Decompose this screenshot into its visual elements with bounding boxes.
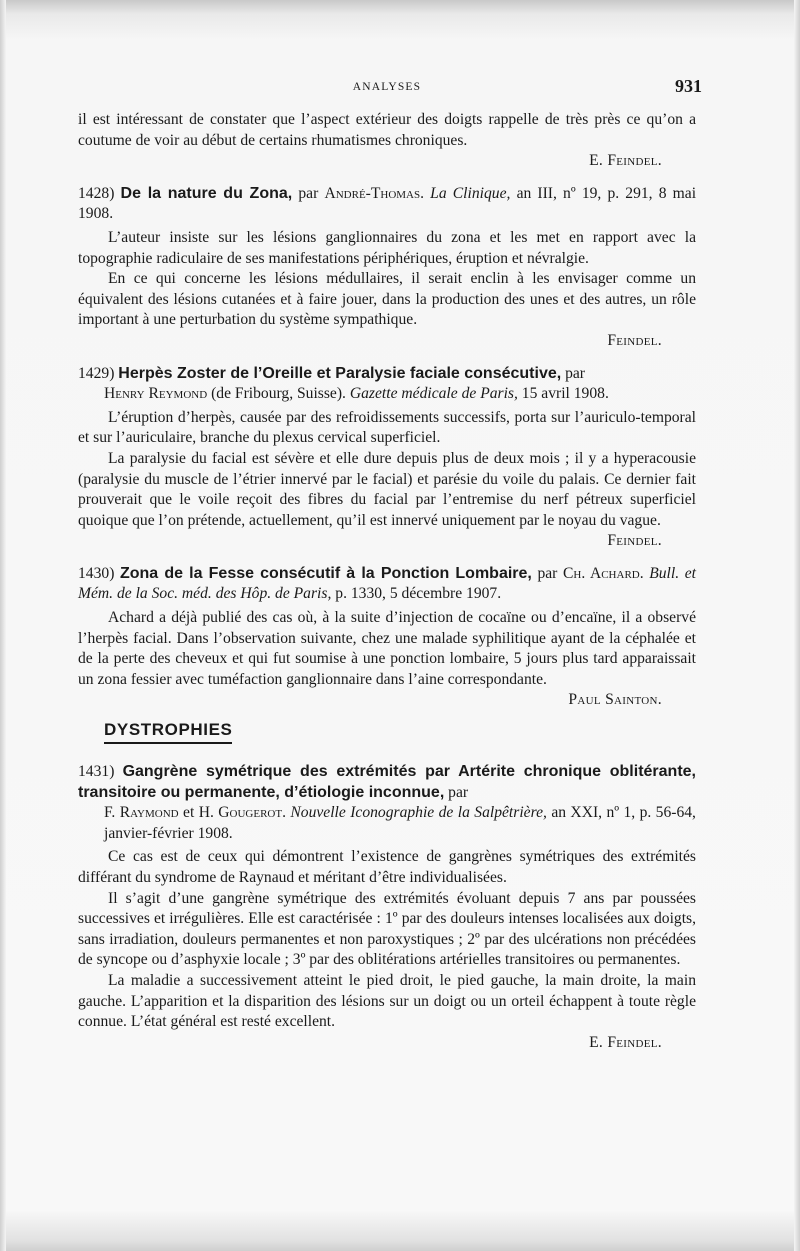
entry-journal: Bull. et Mém. de la Soc. méd. des Hôp. de Paris, bbox=[78, 564, 696, 603]
entry-author: Henry Reymond bbox=[104, 385, 208, 403]
entry-author: André-Thomas. bbox=[324, 184, 425, 202]
entry-paragraph: Il s’agit d’une gangrène symétrique des extrémités évoluant depuis 7 ans par poussées successives et irrégulières. Elle est caractérisée : 1º par des douleurs intenses localisées aux doigts, sans irradiation, douleurs permanentes et non paroxystiques ; 2º par des ulcérations non précédées de syncope ou d’asphyxie locale ; 3º par des oblitérations artérielles transitoires ou permanentes. bbox=[78, 889, 696, 969]
running-head bbox=[78, 76, 702, 98]
entry-heading bbox=[78, 364, 696, 405]
reference-details: an XXI, nº 1, p. 56-64, janvier-février 1908. bbox=[104, 804, 696, 842]
entry-reference bbox=[78, 803, 696, 844]
reference-lead: par bbox=[537, 564, 558, 582]
reference-lead: par bbox=[298, 184, 319, 202]
carryover-signature: E. Feindel. bbox=[589, 152, 662, 170]
entry-author: Ch. Achard. bbox=[562, 564, 644, 582]
entry-signature: E. Feindel. bbox=[589, 1033, 662, 1051]
page-body bbox=[78, 110, 696, 1053]
entry-heading bbox=[78, 564, 696, 605]
entry-reference bbox=[78, 384, 696, 405]
carryover-paragraph: il est intéressant de constater que l’aspect extérieur des doigts rappelle de très près ce qu’on a coutume de voir au début de certains rhumatismes chroniques. bbox=[78, 111, 696, 149]
entry-author: F. Raymond bbox=[104, 804, 179, 822]
running-title: ANALYSES bbox=[352, 81, 422, 93]
entry-paragraph: L’auteur insiste sur les lésions ganglionnaires du zona et les met en rapport avec la topographie radiculaire de ses manifestations périphériques, éruption et névralgie. bbox=[78, 228, 696, 267]
reference-conjunction: et bbox=[183, 804, 195, 822]
entry-number: 1431) bbox=[78, 763, 115, 781]
entry-title: Herpès Zoster de l’Oreille et Paralysie faciale consécutive, bbox=[118, 364, 562, 382]
entry-title: Gangrène symétrique des extrémités par Artérite chronique oblitérante, transitoire ou permanente, d’étiologie inconnue, bbox=[78, 763, 696, 801]
reference-details: an III, nº 19, p. 291, 8 mai 1908. bbox=[78, 184, 697, 223]
entry-paragraph bbox=[78, 608, 696, 709]
entry-paragraph: En ce qui concerne les lésions médullaires, il serait enclin à les envisager comme un équivalent des lésions cutanées et à faire jouer, dans la production des unes et des autres, un rôle important à une perturbation du système sympathique. bbox=[78, 270, 696, 329]
reference-details: p. 1330, 5 décembre 1907. bbox=[335, 585, 502, 603]
reference-affiliation: (de Fribourg, Suisse). bbox=[211, 385, 346, 403]
page-number: 931 bbox=[675, 76, 702, 96]
entry-paragraph: La maladie a successivement atteint le pied droit, le pied gauche, la main droite, la main gauche. L’apparition et la disparition des lésions sur un doigt ou un orteil échappent à toute règle connue. L’état général est resté excellent. bbox=[78, 971, 696, 1031]
entry-paragraph: La paralysie du facial est sévère et elle dure depuis plus de deux mois ; il y a hyperacousie (paralysie du muscle de l’étrier innervé par le facial) et parésie du voile du palais. Ce dernier fait prouverait que le voile reçoit des fibres du facial par l’entremise du nerf pétreux superficiel quoique que l’on prétende, actuellement, qu’il est innervé uniquement par le noyau du vague. bbox=[78, 449, 696, 529]
entry-coauthor: H. Gougerot. bbox=[198, 804, 286, 822]
entry-journal: Nouvelle Iconographie de la Salpêtrière, bbox=[290, 804, 547, 822]
entry-number: 1429) bbox=[78, 364, 115, 382]
entry-number: 1430) bbox=[78, 564, 115, 582]
entry-title: Zona de la Fesse consécutif à la Ponction Lombaire, bbox=[119, 564, 532, 582]
entry-heading bbox=[78, 762, 696, 844]
page-edge-left bbox=[0, 0, 6, 1251]
entry-paragraph: Ce cas est de ceux qui démontrent l’existence de gangrènes symétriques des extrémités différant du syndrome de Raynaud et méritant d’être individualisées. bbox=[78, 848, 696, 886]
entry-signature: Feindel. bbox=[607, 331, 662, 349]
entry-journal: Gazette médicale de Paris, bbox=[349, 385, 518, 403]
entry-journal: La Clinique, bbox=[430, 184, 511, 202]
entry-title: De la nature du Zona, bbox=[120, 184, 293, 202]
entry-1428 bbox=[78, 184, 696, 352]
entry-1430 bbox=[78, 564, 696, 709]
entry-1429 bbox=[78, 364, 696, 552]
section-heading: DYSTROPHIES bbox=[104, 720, 232, 744]
page-edge-right bbox=[794, 0, 800, 1251]
entry-paragraph: L’éruption d’herpès, causée par des refroidissements successifs, porta sur l’auriculo-temporal et sur l’auriculaire, branche du plexus cervical superficiel. bbox=[78, 408, 696, 447]
entry-1431 bbox=[78, 762, 696, 1053]
entry-signature: Paul Sainton. bbox=[568, 691, 662, 709]
reference-lead: par bbox=[448, 783, 469, 801]
entry-heading bbox=[78, 184, 696, 225]
entry-number: 1428) bbox=[78, 184, 115, 202]
entry-signature: Feindel. bbox=[607, 532, 662, 550]
entry-paragraph-text: Achard a déjà publié des cas où, à la suite d’injection de cocaïne ou d’encaïne, il a observé l’herpès facial. Dans l’observation suivante, chez une malade syphilitique ayant de la céphalée et de la perte des cheveux et qui fut soumise à une ponction lombaire, 5 jours plus tard apparaissait un zona fessier avec tuméfaction ganglionnaire dans l’aine correspondante. bbox=[78, 609, 696, 688]
reference-details: 15 avril 1908. bbox=[521, 385, 609, 403]
reference-lead: par bbox=[565, 364, 586, 382]
